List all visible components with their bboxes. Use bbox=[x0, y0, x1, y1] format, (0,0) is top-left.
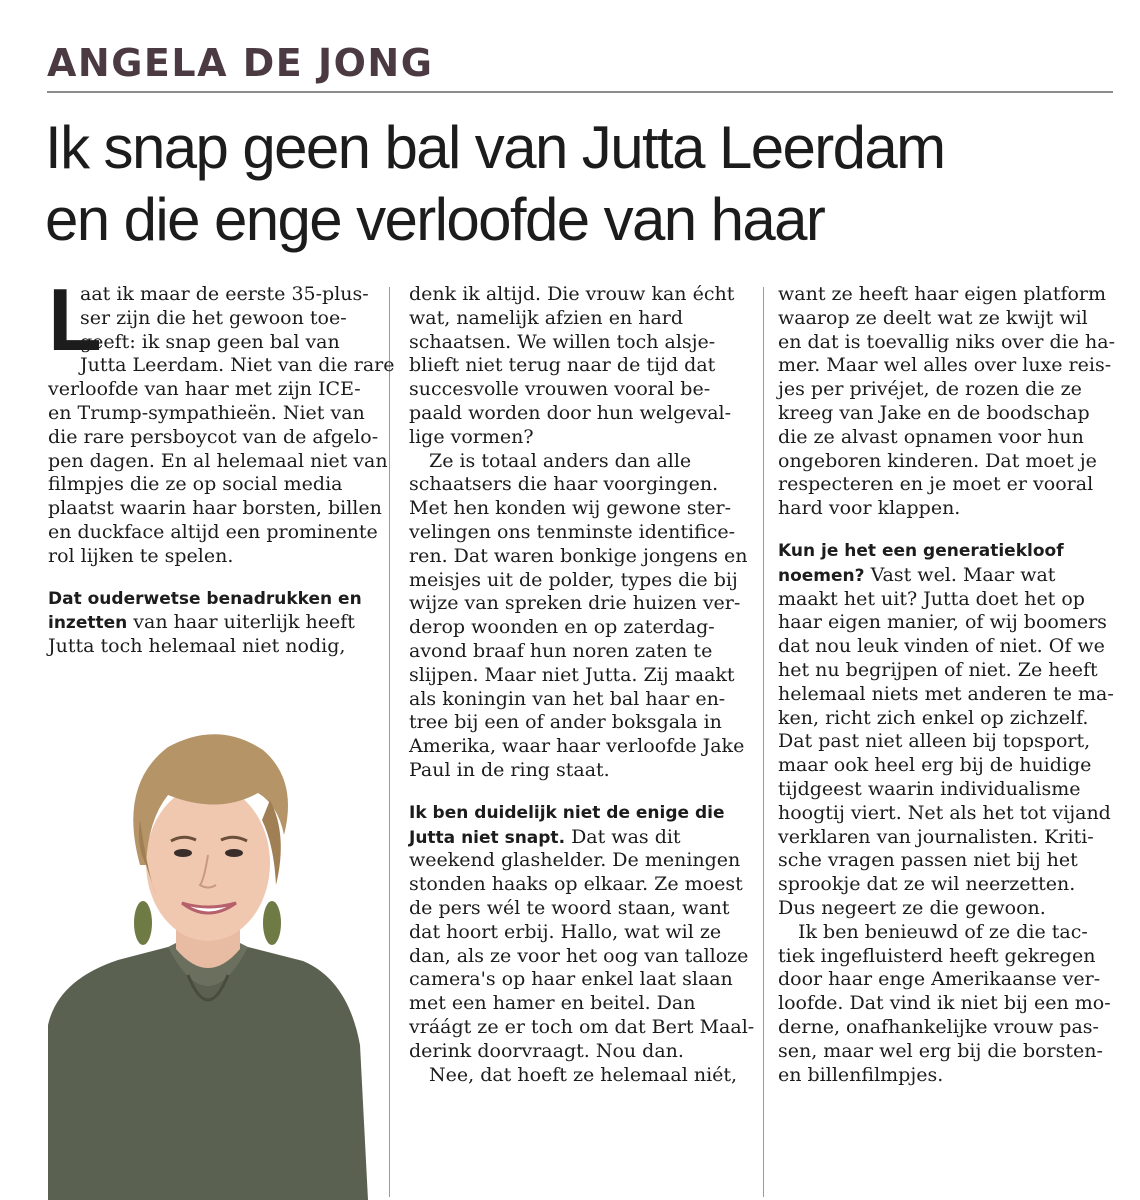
text-line: vráágt ze er toch om dat Bert Maal- bbox=[409, 1015, 755, 1038]
text-line: denk ik altijd. Die vrouw kan écht bbox=[409, 283, 735, 305]
text-line: sen, maar wel erg bij die borsten- bbox=[778, 1039, 1103, 1062]
text-line: pen dagen. En al helemaal niet van bbox=[48, 449, 388, 472]
text-line: ser zijn die het gewoon toe- bbox=[80, 306, 347, 329]
text-line: Met hen konden wij gewone ster- bbox=[409, 497, 732, 520]
text-line: dat nou leuk vinden of niet. Of we bbox=[778, 635, 1105, 658]
text-line: avond braaf hun noren zaten te bbox=[409, 639, 713, 662]
paragraph bbox=[48, 588, 366, 659]
lead-in: Kun je het een generatiekloof bbox=[778, 540, 1064, 561]
text-line: maakt het uit? Jutta doet het op bbox=[778, 587, 1085, 610]
text-line: sprookje dat ze wil neerzetten. bbox=[778, 873, 1076, 896]
text-line: Jutta toch helemaal niet nodig, bbox=[48, 635, 346, 658]
paragraph bbox=[778, 921, 1114, 1088]
text-run: van haar uiterlijk heeft bbox=[127, 611, 355, 634]
text-line: slijpen. Maar niet Jutta. Zij maakt bbox=[409, 663, 735, 686]
text-line: ongeboren kinderen. Dat moet je bbox=[778, 449, 1097, 472]
column-divider bbox=[389, 287, 390, 1197]
paragraph-lines bbox=[48, 635, 366, 659]
text-line: schaatsers die haar voorgingen. bbox=[409, 473, 719, 496]
text-line: wijze van spreken drie huizen ver- bbox=[409, 592, 741, 615]
text-line: en dat is toevallig niks over die ha- bbox=[778, 330, 1116, 353]
paragraph bbox=[409, 802, 755, 1064]
text-line: Ik ben benieuwd of ze die tac- bbox=[798, 920, 1088, 943]
paragraph bbox=[409, 450, 749, 783]
text-line: door haar enge Amerikaanse ver- bbox=[778, 968, 1101, 991]
text-line: lige vormen? bbox=[409, 425, 534, 448]
paragraph bbox=[778, 540, 1114, 921]
article-column-3 bbox=[778, 283, 1114, 1087]
paragraph bbox=[409, 283, 749, 450]
text-line: Dus negeert ze die gewoon. bbox=[778, 896, 1046, 919]
text-line: geeft: ik snap geen bal van bbox=[80, 330, 340, 353]
text-line: en billenfilmpjes. bbox=[778, 1063, 944, 1086]
text-line: Amerika, waar haar verloofde Jake bbox=[409, 735, 745, 758]
text-line: schaatsen. We willen toch alsje- bbox=[409, 330, 716, 353]
text-line: Nee, dat hoeft ze helemaal niét, bbox=[429, 1063, 738, 1086]
text-line: helemaal niets met anderen te ma- bbox=[778, 682, 1114, 705]
lead-in: Jutta niet snapt. bbox=[409, 827, 566, 848]
text-line: hard voor klappen. bbox=[778, 497, 961, 520]
lead-in: Dat ouderwetse benadrukken en bbox=[48, 588, 362, 609]
text-line: respecteren en je moet er vooral bbox=[778, 473, 1094, 496]
paragraph bbox=[48, 270, 395, 569]
text-line: weekend glashelder. De meningen bbox=[409, 849, 741, 872]
text-line: met een hamer en beitel. Dan bbox=[409, 992, 696, 1015]
author-photo bbox=[48, 725, 368, 1200]
text-line: kreeg van Jake en de boodschap bbox=[778, 401, 1090, 424]
column-divider bbox=[763, 287, 764, 1197]
portrait-photo-icon bbox=[48, 725, 368, 1200]
text-line: camera's op haar enkel laat slaan bbox=[409, 968, 733, 991]
text-line: tijdgeest waarin individualisme bbox=[778, 777, 1081, 800]
text-line: loofde. Dat vind ik niet bij een mo- bbox=[778, 992, 1111, 1015]
drop-cap: L bbox=[48, 270, 100, 369]
article-column-2 bbox=[409, 283, 755, 1087]
paragraph-lines bbox=[48, 270, 395, 569]
text-line: en Trump-sympathieën. Niet van bbox=[48, 401, 365, 424]
text-line: ken, richt zich enkel op zichzelf. bbox=[778, 706, 1089, 729]
text-line: filmpjes die ze op social media bbox=[48, 473, 343, 496]
text-line: ren. Dat waren bonkige jongens en bbox=[409, 544, 748, 567]
paragraph-lines bbox=[409, 849, 755, 1063]
text-line: succesvolle vrouwen vooral be- bbox=[409, 378, 711, 401]
text-line: aat ik maar de eerste 35-plus- bbox=[80, 283, 369, 305]
text-line: want ze heeft haar eigen platform bbox=[778, 283, 1107, 305]
text-line: Paul in de ring staat. bbox=[409, 758, 610, 781]
text-line: mer. Maar wel alles over luxe reis- bbox=[778, 354, 1112, 377]
text-line: als koningin van het bal haar en- bbox=[409, 687, 726, 710]
text-line: dat hoort erbij. Hallo, wat wil ze bbox=[409, 920, 722, 943]
header-rule bbox=[47, 91, 1113, 93]
text-line: maar ook heel erg bij de huidige bbox=[778, 754, 1092, 777]
text-line: derne, onafhankelijke vrouw pas- bbox=[778, 1015, 1099, 1038]
text-line: sche vragen passen niet bij het bbox=[778, 849, 1078, 872]
text-line: meisjes uit de polder, types die bij bbox=[409, 568, 738, 591]
text-line: Dat past niet alleen bij topsport, bbox=[778, 730, 1091, 753]
headline bbox=[45, 112, 1125, 256]
text-run: Vast wel. Maar wat bbox=[864, 563, 1056, 586]
text-line: hoogtij viert. Net als het tot vijand bbox=[778, 801, 1111, 824]
headline-line: en die enge verloofde van haar bbox=[45, 186, 825, 253]
author-kicker: ANGELA DE JONG bbox=[47, 41, 434, 85]
text-line: de pers wél te woord staan, want bbox=[409, 896, 730, 919]
text-line: paald worden door hun welgeval- bbox=[409, 401, 732, 424]
text-line: stonden haaks op elkaar. Ze moest bbox=[409, 873, 743, 896]
text-line: Ze is totaal anders dan alle bbox=[429, 449, 692, 472]
lead-in: inzetten bbox=[48, 613, 128, 634]
text-line: tiek ingefluisterd heeft gekregen bbox=[778, 944, 1096, 967]
headline-line: Ik snap geen bal van Jutta Leerdam bbox=[45, 114, 945, 181]
text-line: jes per privéjet, de rozen die ze bbox=[778, 378, 1082, 401]
text-line: die rare persboycot van de afgelo- bbox=[48, 425, 379, 448]
text-line: blieft niet terug naar de tijd dat bbox=[409, 354, 716, 377]
text-line: en duckface altijd een prominente bbox=[48, 520, 378, 543]
lead-in: Ik ben duidelijk niet de enige die bbox=[409, 802, 725, 823]
text-line: wat, namelijk afzien en hard bbox=[409, 306, 684, 329]
text-line: velingen ons tenminste identifice- bbox=[409, 520, 736, 543]
paragraph-lines bbox=[778, 588, 1114, 921]
text-line: Jutta Leerdam. Niet van die rare bbox=[80, 354, 395, 377]
text-run: Dat was dit bbox=[565, 825, 681, 848]
text-line: verklaren van journalisten. Kriti- bbox=[778, 825, 1094, 848]
text-line: plaatst waarin haar borsten, billen bbox=[48, 497, 382, 520]
text-line: haar eigen manier, of wij boomers bbox=[778, 611, 1107, 634]
text-line: verloofde van haar met zijn ICE- bbox=[48, 378, 361, 401]
article-column-1 bbox=[48, 270, 395, 659]
text-line: dan, als ze voor het oog van talloze bbox=[409, 944, 749, 967]
text-line: waarop ze deelt wat ze kwijt wil bbox=[778, 306, 1088, 329]
text-line: tree bij een of ander boksgala in bbox=[409, 711, 722, 734]
paragraph bbox=[409, 1064, 749, 1088]
text-line: rol lijken te spelen. bbox=[48, 544, 234, 567]
text-line: het nu begrijpen of niet. Ze heeft bbox=[778, 658, 1098, 681]
lead-in: noemen? bbox=[778, 565, 865, 586]
paragraph bbox=[778, 283, 1114, 521]
text-line: derink doorvraagt. Nou dan. bbox=[409, 1039, 684, 1062]
text-line: derop woonden en op zaterdag- bbox=[409, 616, 715, 639]
text-line: die ze alvast opnamen voor hun bbox=[778, 425, 1084, 448]
